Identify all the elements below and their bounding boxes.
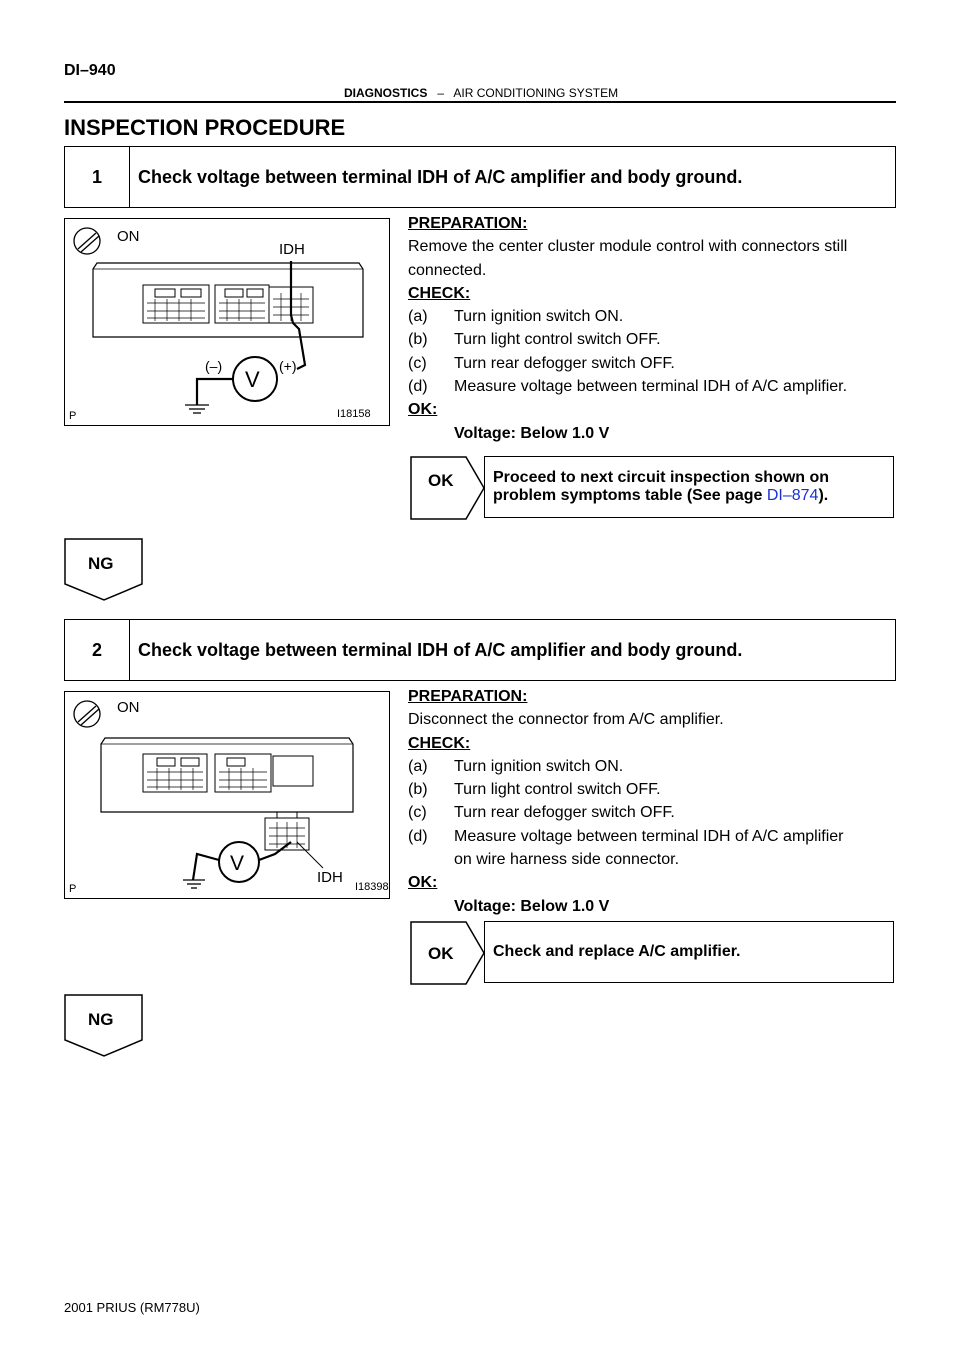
ground-icon [185, 405, 209, 413]
preparation-text: Remove the center cluster module control with connectors still [408, 238, 848, 256]
connector-icon [143, 754, 313, 792]
step-1-instructions [408, 212, 898, 445]
voltmeter-icon [233, 357, 277, 401]
section-title [344, 86, 618, 100]
figure-code: I18398 [355, 881, 389, 893]
svg-text:P: P [69, 410, 77, 422]
footer: 2001 PRIUS (RM778U) [64, 1300, 200, 1315]
preparation-text: Disconnect the connector from A/C amplifier. [408, 711, 724, 729]
meter-label: V [230, 852, 245, 875]
step-1-ng-badge [64, 538, 144, 607]
page-number: DI–940 [64, 62, 116, 79]
step-2-number: 2 [65, 620, 130, 680]
check-item: (b) Turn light control switch OFF. [408, 781, 661, 799]
check-label: CHECK: [408, 734, 471, 752]
step-2-diagram [65, 692, 389, 898]
check-item: (c) Turn rear defogger switch OFF. [408, 354, 675, 372]
ok-value: Voltage: Below 1.0 V [454, 897, 610, 915]
check-item: (d) Measure voltage between terminal IDH of A/C amplifier. [408, 378, 848, 396]
ignition-switch-icon [74, 228, 100, 254]
step-1-figure [64, 218, 390, 426]
meter-label: V [245, 367, 260, 392]
switch-label: ON [117, 699, 140, 716]
plus-label: (+) [279, 358, 297, 374]
step-2-figure [64, 691, 390, 899]
amplifier-body-icon [93, 263, 363, 337]
header-rule [64, 101, 896, 103]
section-name: DIAGNOSTICS [344, 86, 428, 100]
step-2-instructions [408, 685, 898, 918]
check-item: (c) Turn rear defogger switch OFF. [408, 804, 675, 822]
check-item: (b) Turn light control switch OFF. [408, 331, 661, 349]
check-item: (d) Measure voltage between terminal IDH of A/C amplifier [408, 827, 844, 845]
check-label: CHECK: [408, 284, 471, 302]
step-1-ok-result: Proceed to next circuit inspection shown on problem symptoms table (See page DI–874). [484, 456, 894, 518]
step-2-header [64, 619, 896, 681]
svg-text:NG: NG [88, 554, 114, 573]
section-separator: – [437, 86, 445, 100]
step-1-header [64, 146, 896, 208]
main-heading: INSPECTION PROCEDURE [64, 115, 346, 140]
preparation-label: PREPARATION: [408, 215, 528, 232]
figure-code: I18158 [337, 408, 371, 420]
check-item: on wire harness side connector. [454, 851, 680, 869]
svg-text:NG: NG [88, 1010, 114, 1029]
check-item: (a) Turn ignition switch ON. [408, 757, 624, 775]
terminal-label: IDH [279, 241, 305, 258]
ignition-switch-icon [74, 701, 100, 727]
svg-text:OK: OK [428, 944, 454, 963]
voltmeter-icon [219, 842, 259, 882]
step-1-diagram [65, 219, 389, 425]
connector-icon [143, 285, 313, 323]
ground-icon [183, 880, 205, 888]
svg-text:P: P [69, 883, 77, 895]
minus-label: (–) [205, 358, 223, 374]
step-1-number: 1 [65, 147, 130, 207]
terminal-label: IDH [317, 869, 343, 886]
step-1-title: Check voltage between terminal IDH of A/C amplifier and body ground. [138, 167, 743, 187]
subsection-name: AIR CONDITIONING SYSTEM [453, 86, 619, 100]
ok-value: Voltage: Below 1.0 V [454, 424, 610, 442]
svg-text:OK: OK [428, 471, 454, 490]
step-2-ng-badge [64, 994, 144, 1063]
amplifier-body-icon [101, 738, 353, 812]
step-2-title: Check voltage between terminal IDH of A/C amplifier and body ground. [138, 640, 743, 660]
step-2-ok-badge [410, 921, 486, 990]
check-item: (a) Turn ignition switch ON. [408, 308, 624, 326]
page-link[interactable]: DI–874 [766, 487, 819, 504]
step-2-ok-result: Check and replace A/C amplifier. [484, 921, 894, 983]
preparation-label: PREPARATION: [408, 688, 528, 705]
step-1-ok-badge [410, 456, 486, 525]
preparation-text: connected. [408, 261, 487, 279]
switch-label: ON [117, 228, 140, 245]
ok-label: OK: [408, 874, 438, 892]
ok-label: OK: [408, 401, 438, 419]
